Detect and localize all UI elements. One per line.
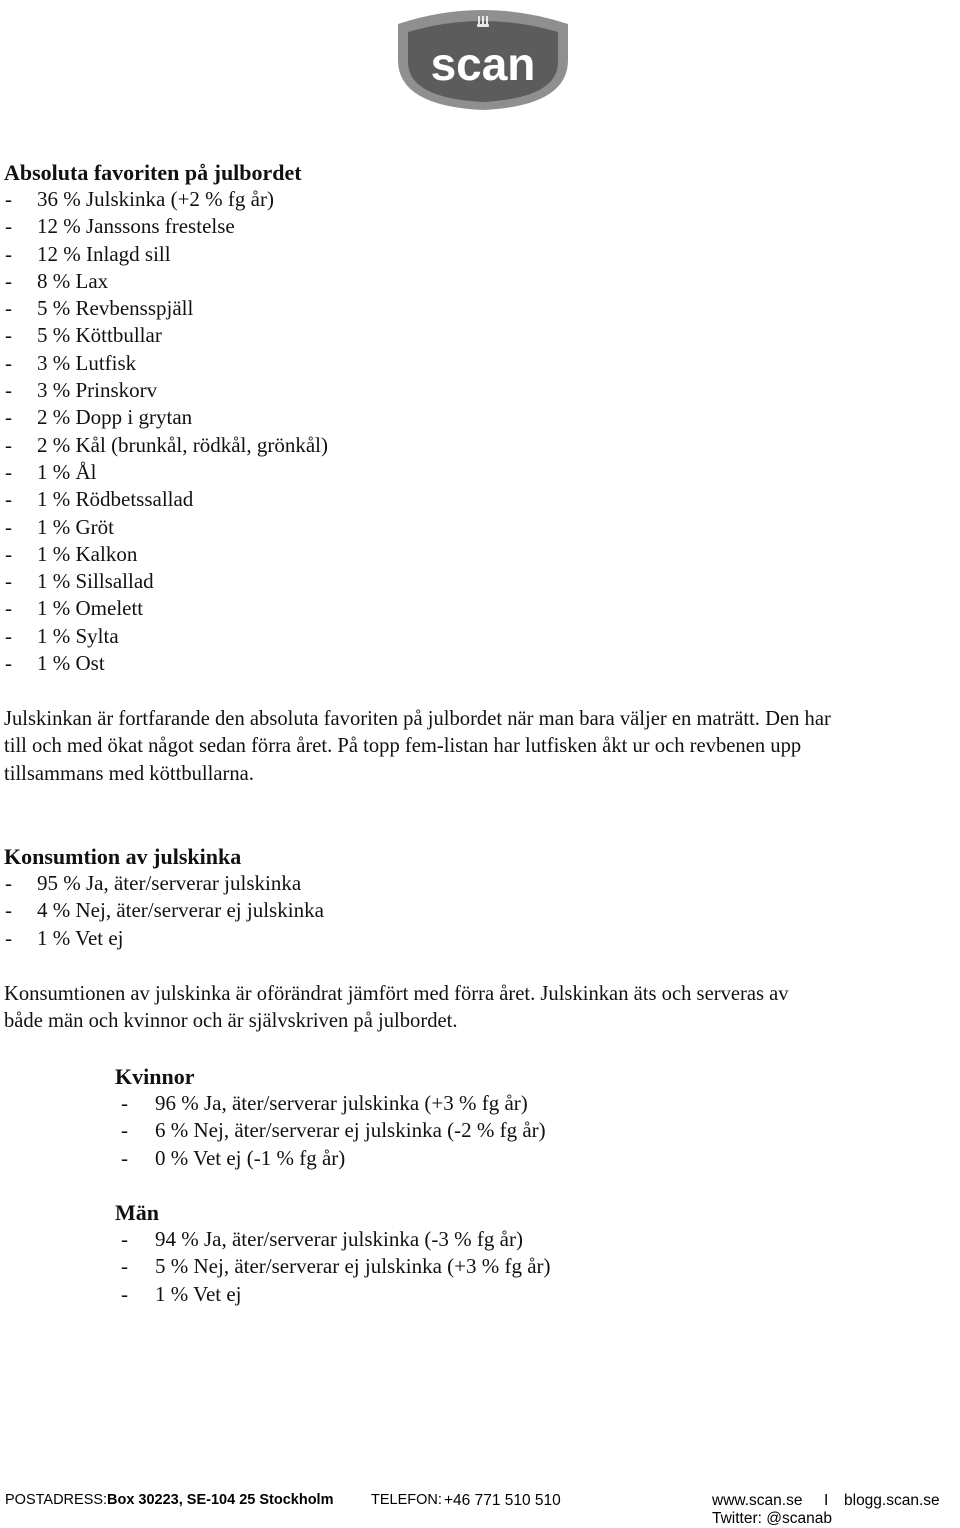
list-marker: -	[5, 214, 12, 239]
list-item: - 5 % Revbensspjäll	[4, 295, 328, 322]
fork-icon	[477, 16, 489, 27]
list-item: - 94 % Ja, äter/serverar julskinka (-3 % fg år)	[115, 1226, 551, 1253]
women-section	[115, 1063, 546, 1172]
list-item: - 1 % Ål	[4, 459, 328, 486]
list-marker: -	[5, 323, 12, 348]
list-marker: -	[5, 296, 12, 321]
list-marker: -	[121, 1145, 128, 1170]
men-heading: Män	[115, 1200, 159, 1225]
list-marker: -	[121, 1227, 128, 1251]
list-item: - 8 % Lax	[4, 268, 328, 295]
list-item: - 4 % Nej, äter/serverar ej julskinka	[4, 897, 324, 924]
paragraph-line: Julskinkan är fortfarande den absoluta favoriten på julbordet när man bara väljer en maträtt. Den har	[4, 708, 831, 730]
paragraph-line: Konsumtionen av julskinka är oförändrat jämfört med förra året. Julskinkan äts och serveras av	[4, 983, 789, 1005]
favorites-list	[4, 186, 328, 677]
list-marker: -	[5, 898, 12, 923]
consumption-heading: Konsumtion av julskinka	[4, 844, 242, 869]
list-item: - 95 % Ja, äter/serverar julskinka	[4, 870, 324, 897]
list-marker: -	[5, 405, 12, 430]
men-list	[115, 1226, 551, 1308]
list-marker: -	[121, 1118, 128, 1143]
favorites-paragraph	[4, 706, 956, 788]
list-item: - 5 % Nej, äter/serverar ej julskinka (+3 % fg år)	[115, 1253, 551, 1280]
consumption-list	[4, 870, 324, 952]
footer-postal-address: Box 30223, SE-104 25 Stockholm	[107, 1492, 334, 1508]
footer-phone-number: +46 771 510 510	[444, 1492, 561, 1509]
list-item: - 1 % Ost	[4, 650, 328, 677]
list-item: - 1 % Rödbetssallad	[4, 486, 328, 513]
list-marker: -	[5, 541, 12, 566]
list-item: - 1 % Sillsallad	[4, 568, 328, 595]
list-item: - 1 % Kalkon	[4, 541, 328, 568]
consumption-section	[4, 843, 324, 952]
list-marker: -	[5, 459, 12, 484]
women-list	[115, 1090, 546, 1172]
list-marker: -	[121, 1254, 128, 1279]
list-marker: -	[5, 187, 12, 211]
list-item: - 12 % Janssons frestelse	[4, 213, 328, 240]
consumption-paragraph	[4, 981, 956, 1036]
list-marker: -	[5, 487, 12, 512]
footer-website-link[interactable]: www.scan.se	[712, 1492, 803, 1509]
list-item: - 6 % Nej, äter/serverar ej julskinka (-2 % fg år)	[115, 1117, 546, 1144]
list-marker: -	[5, 596, 12, 621]
paragraph-line: både män och kvinnor och är självskriven på julbordet.	[4, 1010, 458, 1033]
list-item: - 1 % Gröt	[4, 514, 328, 541]
list-item: - 0 % Vet ej (-1 % fg år)	[115, 1145, 546, 1172]
list-marker: -	[5, 651, 12, 676]
list-item: - 1 % Vet ej	[115, 1281, 551, 1308]
list-marker: -	[121, 1281, 128, 1306]
footer-separator: I	[824, 1492, 829, 1509]
list-item: - 36 % Julskinka (+2 % fg år)	[4, 186, 328, 213]
list-marker: -	[5, 268, 12, 293]
men-section	[115, 1199, 551, 1308]
list-item: - 12 % Inlagd sill	[4, 241, 328, 268]
paragraph-line: tillsammans med köttbullarna.	[4, 762, 254, 785]
list-item: - 2 % Dopp i grytan	[4, 404, 328, 431]
scan-logo-icon	[390, 2, 576, 114]
list-marker: -	[5, 378, 12, 403]
list-marker: -	[5, 241, 12, 266]
favorites-section	[4, 159, 328, 677]
footer-phone-label: TELEFON:	[371, 1492, 442, 1508]
list-marker: -	[121, 1091, 128, 1115]
paragraph-line: till och med ökat något sedan förra året. På topp fem-listan har lutfisken åkt ur och revbenen upp	[4, 735, 802, 758]
footer-postal-label: POSTADRESS:	[5, 1492, 108, 1508]
list-item: - 1 % Vet ej	[4, 925, 324, 952]
list-item: - 3 % Lutfisk	[4, 350, 328, 377]
list-item: - 96 % Ja, äter/serverar julskinka (+3 % fg år)	[115, 1090, 546, 1117]
list-item: - 1 % Omelett	[4, 595, 328, 622]
list-marker: -	[5, 514, 12, 539]
list-item: - 3 % Prinskorv	[4, 377, 328, 404]
list-marker: -	[5, 871, 12, 895]
footer-blog-link[interactable]: blogg.scan.se	[844, 1492, 940, 1509]
list-marker: -	[5, 432, 12, 457]
list-marker: -	[5, 623, 12, 648]
women-heading: Kvinnor	[115, 1064, 195, 1089]
list-item: - 1 % Sylta	[4, 623, 328, 650]
list-marker: -	[5, 569, 12, 594]
list-marker: -	[5, 925, 12, 950]
favorites-heading: Absoluta favoriten på julbordet	[4, 160, 302, 185]
list-marker: -	[5, 350, 12, 375]
page-footer	[0, 1490, 960, 1528]
list-item: - 5 % Köttbullar	[4, 322, 328, 349]
list-item: - 2 % Kål (brunkål, rödkål, grönkål)	[4, 432, 328, 459]
footer-twitter-handle[interactable]: Twitter: @scanab	[712, 1510, 832, 1527]
logo-wordmark: scan	[430, 38, 536, 90]
